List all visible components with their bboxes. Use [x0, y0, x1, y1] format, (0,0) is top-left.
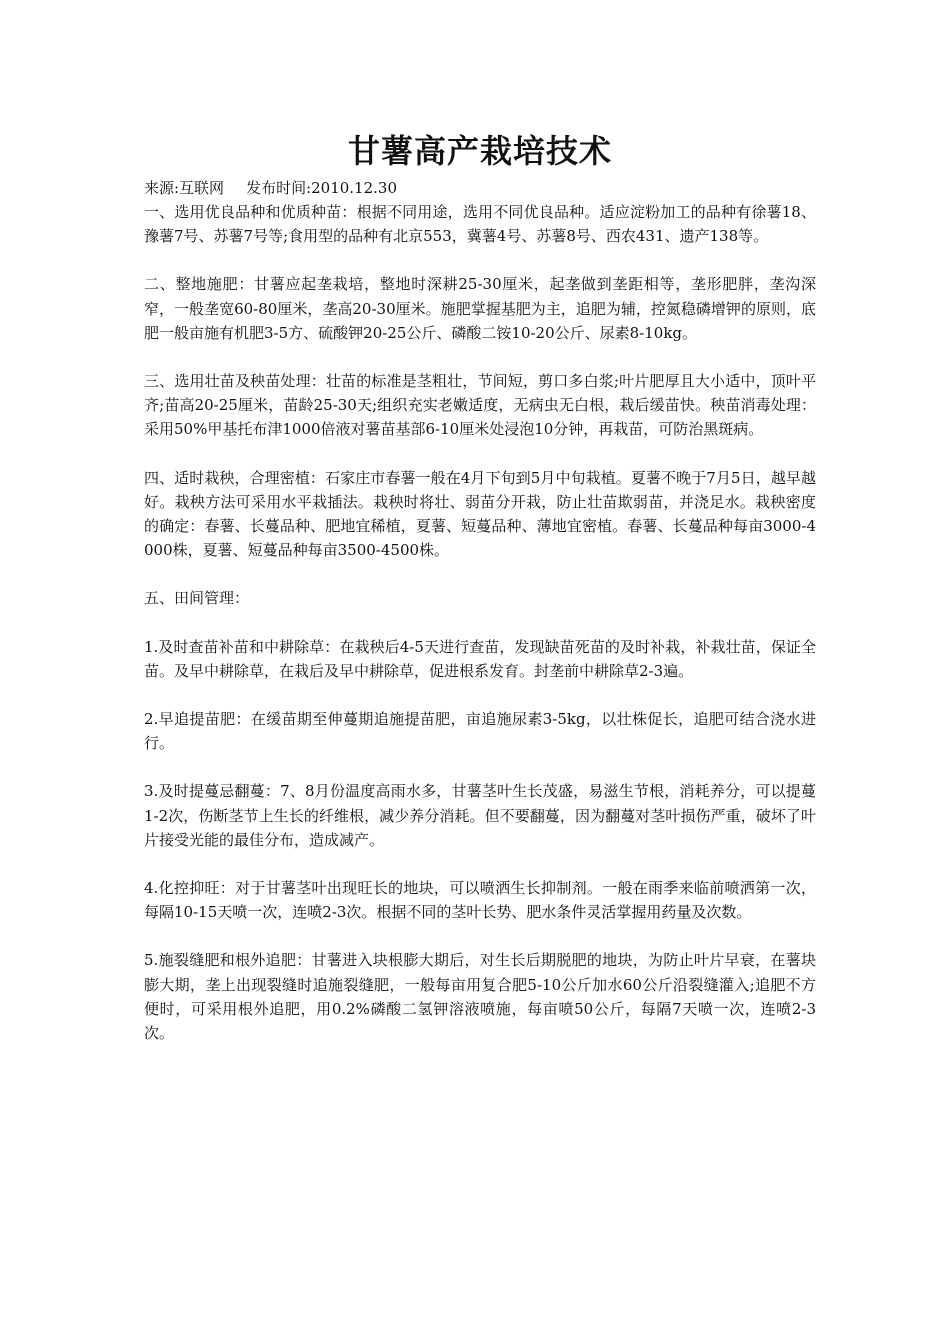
paragraph-early-fertilizer: 2.早追提苗肥：在缓苗期至伸蔓期追施提苗肥，亩追施尿素3-5kg，以壮株促长，追肥可结合浇水进行。 [144, 710, 816, 753]
paragraph-soil-fertilizer: 二、整地施肥：甘薯应起垄栽培，整地时深耕25-30厘米，起垄做到垄距相等，垄形肥胖，垄沟深窄，一般垄宽60-80厘米，垄高20-30厘米。施肥掌握基肥为主，追肥为辅，控氮稳磷增钾的原则，底肥一般亩施有机肥3-5方、硫酸钾20-25公斤、磷酸二铵10-20公斤、尿素8-10kg。 [144, 275, 816, 342]
document-page [144, 128, 816, 1069]
paragraph-seedlings: 三、选用壮苗及秧苗处理：壮苗的标准是茎粗壮，节间短，剪口多白浆;叶片肥厚且大小适中，顶叶平齐;苗高20-25厘米，苗龄25-30天;组织充实老嫩适度，无病虫无白根，栽后缓苗快。秧苗消毒处理：采用50%甲基托布津1000倍液对薯苗基部6-10厘米处浸泡10分钟，再栽苗，可防治黑斑病。 [144, 372, 816, 439]
paragraph-growth-control: 4.化控抑旺：对于甘薯茎叶出现旺长的地块，可以喷洒生长抑制剂。一般在雨季来临前喷洒第一次，每隔10-15天喷一次，连喷2-3次。根据不同的茎叶长势、肥水条件灵活掌握用药量及次数。 [144, 879, 816, 922]
paragraph-crack-fertilizer: 5.施裂缝肥和根外追肥：甘薯进入块根膨大期后，对生长后期脱肥的地块，为防止叶片早衰，在薯块膨大期，垄上出现裂缝时追施裂缝肥，一般每亩用复合肥5-10公斤加水60公斤沿裂缝灌入;追肥不方便时，可采用根外追肥，用0.2%磷酸二氢钾溶液喷施，每亩喷50公斤，每隔7天喷一次，连喷2-3次。 [144, 951, 816, 1043]
paragraph-replanting-weeding: 1.及时查苗补苗和中耕除草：在栽秧后4-5天进行查苗，发现缺苗死苗的及时补栽，补栽壮苗，保证全苗。及早中耕除草，在栽后及早中耕除草，促进根系发育。封垄前中耕除草2-3遍。 [144, 637, 816, 680]
publish-date: 发布时间:2010.12.30 [246, 179, 398, 197]
paragraph-planting-density: 四、适时栽秧，合理密植：石家庄市春薯一般在4月下旬到5月中旬栽植。夏薯不晚于7月5日，越早越好。栽秧方法可采用水平栽插法。栽秧时将壮、弱苗分开栽，防止壮苗欺弱苗，并浇足水。栽秧密度的确定：春薯、长蔓品种、肥地宜稀植，夏薯、短蔓品种、薄地宜密植。春薯、长蔓品种每亩3000-4000株，夏薯、短蔓品种每亩3500-4500株。 [144, 468, 816, 560]
document-meta [144, 176, 816, 200]
paragraph-field-management-heading: 五、田间管理： [144, 589, 250, 608]
paragraph-varieties: 一、选用优良品种和优质种苗：根据不同用途，选用不同优良品种。适应淀粉加工的品种有徐薯18、豫薯7号、苏薯7号等;食用型的品种有北京553，冀薯4号、苏薯8号、西农431、遗产138等。 [144, 203, 816, 246]
paragraph-vine-lifting: 3.及时提蔓忌翻蔓：7、8月份温度高雨水多，甘薯茎叶生长茂盛，易滋生节根，消耗养分，可以提蔓1-2次，伤断茎节上生长的纤维根，减少养分消耗。但不要翻蔓，因为翻蔓对茎叶损伤严重，破坏了叶片接受光能的最佳分布，造成减产。 [144, 782, 816, 849]
source-label: 来源:互联网 [144, 179, 225, 197]
document-title: 甘薯高产栽培技术 [347, 132, 612, 170]
